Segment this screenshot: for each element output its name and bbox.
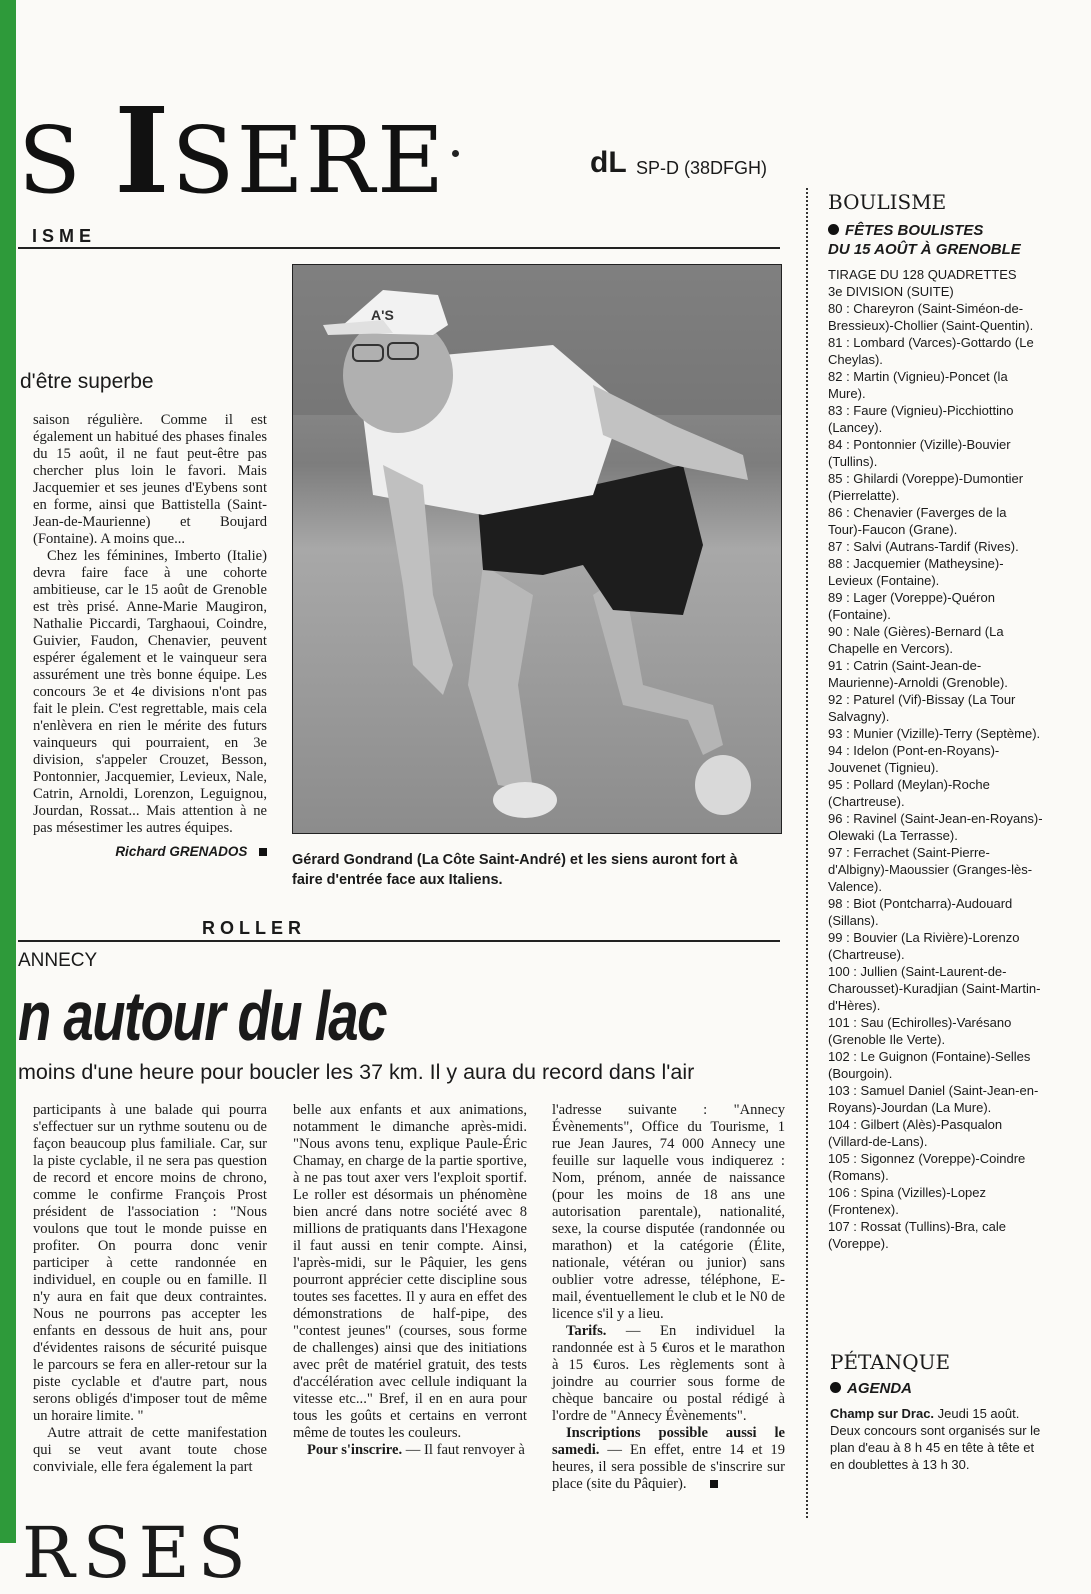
roller-subhead: moins d'une heure pour boucler les 37 km. Il y aura du record dans l'air <box>18 1060 695 1084</box>
masthead-title <box>18 81 447 220</box>
sidebar-entry: 107 : Rossat (Tullins)-Bra, cale (Voreppe). <box>828 1219 1006 1251</box>
sidebar-entry: 84 : Pontonnier (Vizille)-Bouvier (Tullins). <box>828 437 1011 469</box>
sidebar-division: 3e DIVISION (SUITE) <box>828 284 954 299</box>
sidebar-entry: 100 : Jullien (Saint-Laurent-de-Charousset)-Kuradjian (Saint-Martin-d'Hères). <box>828 964 1041 1013</box>
end-mark <box>710 1480 718 1488</box>
roller-kicker: ANNECY <box>18 950 98 971</box>
cap-logo-text: A'S <box>371 307 394 323</box>
roller-paragraph: participants à une balade qui pourra s'effectuer sur un rythme soutenu ou de façon beaucoup plus familiale. Car, sur la piste cyclable, il ne sera pas question de record et encore moins de chrono, comme le confirme François Prost président de l'association : "Nous voulons que tout le monde puisse en profiter. On pourra donc venir participer à cette randonnée en individuel, en couple ou en famille. Il n'y aura en fait que deux contraintes. Nous ne pourrons pas accepter les enfants en dessous de huit ans, pour d'évidentes raisons de sécurité puisque le parcours se fera en aller-retour sur la piste cyclable et d'autre part, nous serons obligés d'imposer tout de même un horaire limite. " <box>33 1102 267 1424</box>
sidebar-subtitle-1: FÊTES BOULISTES <box>845 222 984 239</box>
bullet-icon <box>830 1382 841 1393</box>
roller-paragraph: belle aux enfants et aux animations, notamment le dimanche après-midi. "Nous avons tenu, explique Paule-Éric Chamay, en charge de la partie sportive, à ne pas tout axer vers l'exploit sportif. Le roller est désormais un phénomène bien ancré dans notre société avec 8 millions de pratiquants dans l'Hexagone il faut aussi en tenir compte. Ainsi, l'après-midi, sur le Pâquier, les gens pourront apprécier cette discipline sous toutes ses facettes. Il y aura en effet des démonstrations de half-pipe, des "contest jeunes" (courses, sous forme de challenges) ainsi que des initiations avec prêt de matériel gratuit, des tests d'accélération avec cellule indiquant la vitesse etc..." Bref, il en en aura pour tous les goûts et certains en verront même de toutes les couleurs. <box>293 1102 527 1441</box>
photo-caption: Gérard Gondrand (La Côte Saint-André) et les siens auront fort à faire d'entrée face aux Italiens. <box>292 852 738 888</box>
sidebar-entry: 97 : Ferrachet (Saint-Pierre-d'Albigny)-Maoussier (Granges-lès-Valence). <box>828 845 1033 894</box>
end-mark <box>259 848 267 856</box>
sidebar-entry: 105 : Sigonnez (Voreppe)-Coindre (Romans). <box>828 1151 1026 1183</box>
masthead-initial: I <box>114 81 172 220</box>
roller-headline: n autour du lac <box>18 977 386 1055</box>
green-edge-strip <box>0 0 16 1543</box>
sidebar-entry: 88 : Jacquemier (Matheysine)-Levieux (Fontaine). <box>828 556 1004 588</box>
bullet-icon <box>828 224 839 235</box>
sidebar-entry: 81 : Lombard (Varces)-Gottardo (Le Cheylas). <box>828 335 1034 367</box>
byline: Richard GRENADOS <box>115 844 248 859</box>
sidebar-results <box>828 266 1043 1252</box>
sidebar-entry: 82 : Martin (Vignieu)-Poncet (la Mure). <box>828 369 1008 401</box>
register-text: — Il faut renvoyer à <box>402 1442 525 1458</box>
roller-paragraph: Autre attrait de cette manifestation qui se veut avant toute chose conviviale, elle fera également la part <box>33 1425 267 1475</box>
roller-register-lead-row <box>293 1442 527 1459</box>
tarifs-lead: Tarifs. <box>566 1323 607 1339</box>
sidebar-entry: 85 : Ghilardi (Voreppe)-Dumontier (Pierrelatte). <box>828 471 1024 503</box>
sidebar-subtitle-2: DU 15 AOÛT À GRENOBLE <box>828 241 1021 258</box>
column-separator <box>806 188 808 1518</box>
article-paragraph: Chez les féminines, Imberto (Italie) devra faire face à une cohorte ambitieuse, car le 15 août de Grenoble est très prisé. Anne-Marie Maugiron, Nathalie Piccardi, Targhaoui, Coindre, Guivier, Faudon, Chenavier, peuvent espérer également et le vainqueur sera assurément une très bonne équipe. Les concours 3e et 4e divisions n'ont pas fait le plein. C'est regrettable, mais cela n'enlèvera en rien le mérite des futurs vainqueurs qui pourraient, en 3e division, s'appeler Crouzet, Besson, Pontonnier, Jacquemier, Levieux, Nale, Catrin, Arnoldi, Lorenzon, Leguignou, Jourdan, Rossat... Mais attention à ne pas mésestimer les autres équipes. <box>33 548 267 836</box>
sidebar-entry: 102 : Le Guignon (Fontaine)-Selles (Bourgoin). <box>828 1049 1031 1081</box>
roller-paragraph: l'adresse suivante : "Annecy Évènements", Office du Tourisme, 1 rue Jean Jaures, 74 000 Annecy une feuille sur laquelle vous indiquerez : Nom, prénom, année de naissance (pour les moins de 18 ans une autorisation parentale), nationalité, sexe, la course disputée (randonnée ou marathon) et la catégorie (Élite, nationale, vétéran ou junior) sans oublier votre adresse, téléphone, E-mail, éventuellement le club et le N0 de licence s'il y a lieu. <box>552 1102 785 1322</box>
sidebar-title: BOULISME <box>828 190 947 214</box>
sidebar-entry: 86 : Chenavier (Faverges de la Tour)-Faucon (Grane). <box>828 505 1007 537</box>
sidebar-entry: 90 : Nale (Gières)-Bernard (La Chapelle en Vercors). <box>828 624 1004 656</box>
photo-illustration <box>293 265 781 833</box>
article-paragraph: saison régulière. Comme il est également un habitué des phases finales du 15 août, il ne faut peut-être pas chercher plus loin le favori. Mais Jacquemier et ses jeunes d'Eybens sont en forme, ainsi que Battistella (Saint-Jean-de-Maurienne) et Boujard (Fontaine). A moins que... <box>33 412 267 547</box>
masthead-prefix: S <box>18 107 115 214</box>
roller-column-1 <box>33 1102 267 1476</box>
sidebar-entry: 87 : Salvi (Autrans-Tardif (Rives). <box>828 539 1019 554</box>
masthead-dot <box>452 150 459 157</box>
sidebar-entry: 83 : Faure (Vignieu)-Picchiottino (Lancey). <box>828 403 1014 435</box>
section-rule <box>18 247 780 249</box>
sidebar-entry: 92 : Paturel (Vif)-Bissay (La Tour Salvagny). <box>828 692 1016 724</box>
sidebar-entry: 101 : Sau (Echirolles)-Varésano (Grenoble Ile Verte). <box>828 1015 1012 1047</box>
sidebar-entry: 80 : Chareyron (Saint-Siméon-de-Bressieux)-Chollier (Saint-Quentin). <box>828 301 1034 333</box>
sidebar-entry: 98 : Biot (Pontcharra)-Audouard (Sillans). <box>828 896 1013 928</box>
dl-logo: dL <box>590 146 627 179</box>
sidebar-entry: 93 : Munier (Vizille)-Terry (Septème). <box>828 726 1041 741</box>
section-label-roller: ROLLER <box>202 918 306 938</box>
inscriptions-row <box>552 1425 785 1493</box>
agenda-lead: Champ sur Drac. <box>830 1406 935 1421</box>
agenda-heading <box>830 1379 912 1398</box>
sidebar-entry: 94 : Idelon (Pont-en-Royans)-Jouvenet (Tignieu). <box>828 743 1000 775</box>
sidebar-tirage: TIRAGE DU 128 QUADRETTES <box>828 267 1017 282</box>
byline-row <box>33 843 267 861</box>
article-body <box>33 412 267 861</box>
sidebar-entries <box>828 300 1043 1252</box>
inscriptions-text: — En effet, entre 14 et 19 heures, il sera possible de s'inscrire sur place (site du Pâquier). <box>552 1442 785 1492</box>
sidebar-entry: 95 : Pollard (Meylan)-Roche (Chartreuse). <box>828 777 990 809</box>
section-label-boulisme: ISME <box>32 226 97 246</box>
article-kicker: d'être superbe <box>20 370 154 393</box>
sidebar-entry: 91 : Catrin (Saint-Jean-de-Maurienne)-Arnoldi (Grenoble). <box>828 658 1008 690</box>
sidebar-subtitle <box>828 221 1043 259</box>
agenda-body <box>830 1405 1043 1473</box>
tarifs-text: — En individuel la randonnée est à 5 €uros et le marathon à 15 €uros. Les règlements sont à joindre au courrier sous forme de chèque bancaire ou postal rédigé à l'ordre de "Annecy Évènements". <box>552 1323 785 1424</box>
agenda-text: Jeudi 15 août. Deux concours sont organisés sur le plan d'eau à 8 h 45 en tête à tête et en doublettes à 13 h 30. <box>830 1406 1041 1472</box>
masthead-rest: SERE <box>171 107 447 214</box>
sidebar-entry: 106 : Spina (Vizilles)-Lopez (Frontenex). <box>828 1185 987 1217</box>
photo-boules-player <box>292 264 782 834</box>
roller-column-3 <box>552 1102 785 1493</box>
sidebar-entry: 89 : Lager (Voreppe)-Quéron (Fontaine). <box>828 590 995 622</box>
sidebar-entry: 104 : Gilbert (Alès)-Pasqualon (Villard-de-Lans). <box>828 1117 1003 1149</box>
section-rule-roller <box>18 940 780 942</box>
register-lead: Pour s'inscrire. <box>307 1442 403 1458</box>
inscriptions-lead: Inscriptions possible aussi le samedi. <box>552 1425 785 1458</box>
sidebar-entry: 99 : Bouvier (La Rivière)-Lorenzo (Chartreuse). <box>828 930 1020 962</box>
edition-code: SP-D (38DFGH) <box>636 158 768 178</box>
sidebar-entry: 96 : Ravinel (Saint-Jean-en-Royans)-Olewaki (La Terrasse). <box>828 811 1043 843</box>
tarifs-row <box>552 1323 785 1425</box>
petanque-title: PÉTANQUE <box>830 1350 951 1374</box>
next-page-fragment: RSES <box>22 1512 254 1594</box>
roller-column-2 <box>293 1102 527 1459</box>
sidebar-entry: 103 : Samuel Daniel (Saint-Jean-en-Royans)-Jourdan (La Mure). <box>828 1083 1039 1115</box>
agenda-label: AGENDA <box>847 1380 913 1397</box>
